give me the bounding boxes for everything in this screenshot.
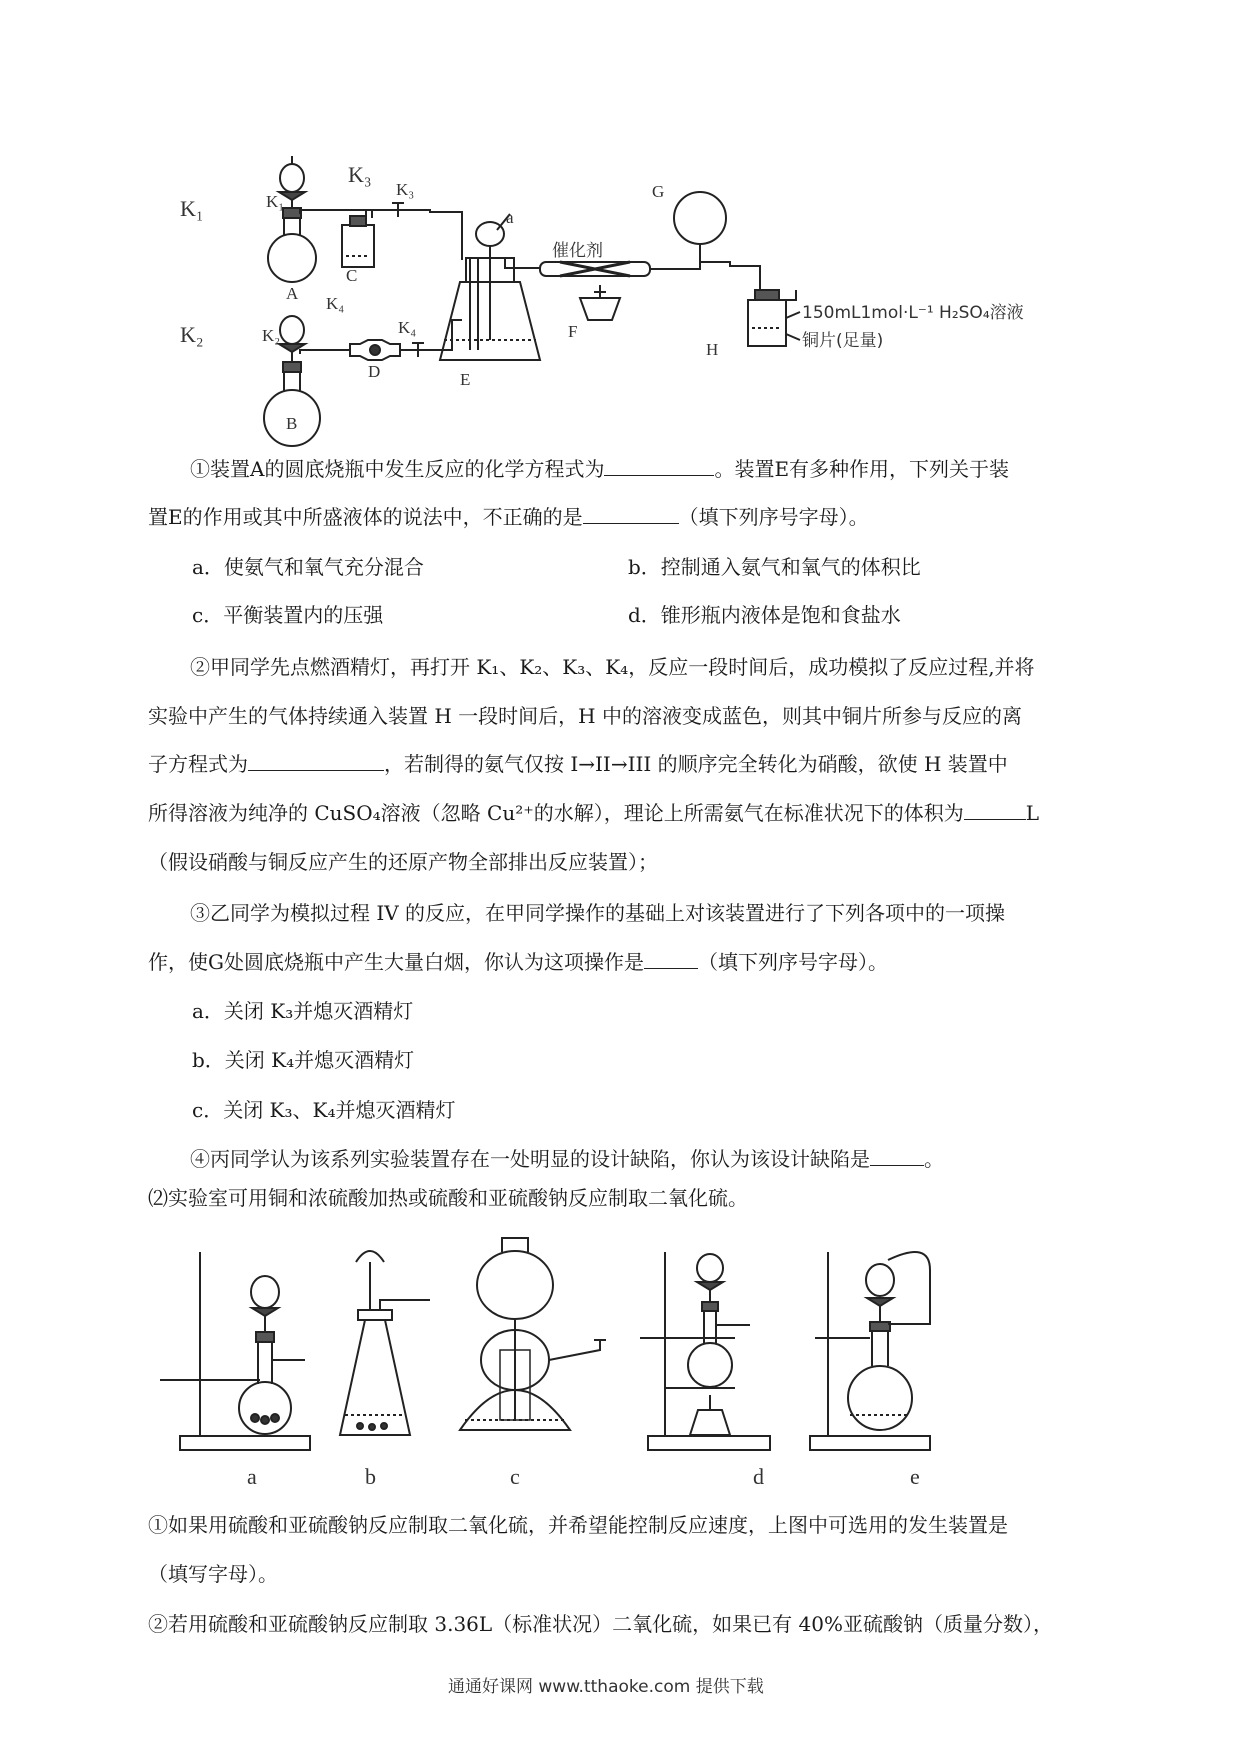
q2-line4-pre: 所得溶液为纯净的 CuSO₄溶液（忽略 Cu²⁺的水解），理论上所需氨气在标准状况下的体积为 — [148, 801, 964, 825]
label-g-flask: G — [652, 182, 665, 201]
label-f-lamp: F — [568, 322, 578, 341]
q2-line-2: 实验中产生的气体持续通入装置 H 一段时间后，H 中的溶液变成蓝色，则其中铜片所参与反应的离 — [148, 704, 1022, 728]
label-d-tube: D — [368, 362, 381, 381]
fig2-label-b: b — [365, 1464, 376, 1489]
label-catalyst: 催化剂 — [552, 241, 603, 261]
label-copper-sheet: 铜片(足量) — [802, 331, 884, 351]
q2-line-4 — [148, 799, 1039, 827]
label-k2: K₂ — [180, 322, 204, 347]
apparatus-diagram-2 — [0, 1230, 1240, 1490]
answer-blank-volume[interactable] — [964, 799, 1026, 820]
fig2-label-c: c — [510, 1464, 520, 1489]
label-k4-small: K₄ — [398, 318, 417, 337]
label-k2-small: K₂ — [262, 326, 281, 345]
q3-line-2 — [148, 948, 888, 976]
label-c-bottle: C — [346, 266, 358, 285]
label-b-flask: B — [286, 414, 298, 433]
label-k1: K₁ — [180, 196, 204, 221]
q1-line1-post: 。装置E有多种作用，下列关于装 — [714, 457, 1010, 481]
q2-line4-post: L — [1025, 801, 1040, 825]
q4-line-pre: ④丙同学认为该系列实验装置存在一处明显的设计缺陷，你认为该设计缺陷是 — [190, 1147, 870, 1171]
q4-line-post: 。 — [924, 1147, 944, 1171]
q3-line-1: ③乙同学为模拟过程 IV 的反应，在甲同学操作的基础上对该装置进行了下列各项中的一项操 — [190, 901, 1006, 925]
page-footer: 通通好课网 www.tthaoke.com 提供下载 — [448, 1677, 764, 1697]
label-h-bottle: H — [706, 340, 719, 359]
q3-option-a: a．关闭 K₃并熄灭酒精灯 — [192, 999, 414, 1023]
part2-q1-line-2: （填写字母）。 — [148, 1562, 278, 1586]
q2-line3-post: ，若制得的氨气仅按 I→II→III 的顺序完全转化为硝酸，欲使 H 装置中 — [384, 752, 1008, 776]
label-h2so4-solution: 150mL1mol·L⁻¹ H₂SO₄溶液 — [802, 303, 1024, 323]
q2-line-5: （假设硝酸与铜反应产生的还原产物全部排出反应装置）； — [148, 850, 658, 874]
answer-blank-equation[interactable] — [604, 455, 714, 476]
q2-line3-pre: 子方程式为 — [148, 752, 248, 776]
q1-option-d: d．锥形瓶内液体是饱和食盐水 — [628, 603, 901, 627]
q1-option-b: b．控制通入氨气和氧气的体积比 — [628, 555, 921, 579]
label-k1-small: K₁ — [266, 192, 285, 211]
q1-line-1 — [190, 455, 1009, 483]
label-a-flask: A — [286, 284, 299, 303]
label-k4: K₄ — [326, 294, 345, 313]
q3-option-b: b．关闭 K₄并熄灭酒精灯 — [192, 1048, 415, 1072]
answer-blank-ionic-equation[interactable] — [248, 750, 384, 771]
q1-line-2 — [148, 503, 869, 531]
part2-q2-line-1: ②若用硫酸和亚硫酸钠反应制取 3.36L（标准状况）二氧化硫，如果已有 40%亚硫酸钠（质量分数）， — [148, 1612, 1053, 1636]
label-a-funnel: a — [506, 208, 514, 227]
label-e-flask: E — [460, 370, 471, 389]
fig2-label-e: e — [910, 1464, 920, 1489]
answer-blank-operation[interactable] — [644, 948, 698, 969]
q1-line2-pre: 置E的作用或其中所盛液体的说法中，不正确的是 — [148, 505, 583, 529]
q1-line2-post: （填下列序号字母）。 — [678, 505, 869, 529]
q1-option-a: a．使氨气和氧气充分混合 — [192, 555, 424, 579]
q1-option-c: c．平衡装置内的压强 — [192, 603, 384, 627]
q1-line1-pre: ①装置A的圆底烧瓶中发生反应的化学方程式为 — [190, 457, 605, 481]
q3-option-c: c．关闭 K₃、K₄并熄灭酒精灯 — [192, 1098, 456, 1122]
q4-line — [190, 1145, 944, 1173]
q2-line-1: ②甲同学先点燃酒精灯，再打开 K₁、K₂、K₃、K₄，反应一段时间后，成功模拟了反应过程,并将 — [190, 655, 1035, 679]
part2-intro: ⑵实验室可用铜和浓硫酸加热或硫酸和亚硫酸钠反应制取二氧化硫。 — [148, 1186, 748, 1210]
apparatus-diagram-1 — [0, 0, 1240, 450]
fig2-label-a: a — [247, 1464, 257, 1489]
label-k3-small: K₃ — [396, 180, 415, 199]
q2-line-3 — [148, 750, 1008, 778]
answer-blank-choice-1[interactable] — [583, 503, 679, 524]
q3-line2-post: （填下列序号字母）。 — [697, 950, 888, 974]
part2-q1-line-1: ①如果用硫酸和亚硫酸钠反应制取二氧化硫，并希望能控制反应速度，上图中可选用的发生装置是 — [148, 1513, 1008, 1537]
label-k3: K₃ — [348, 162, 372, 187]
fig2-label-d: d — [753, 1464, 764, 1489]
q3-line2-pre: 作，使G处圆底烧瓶中产生大量白烟，你认为这项操作是 — [148, 950, 644, 974]
answer-blank-defect[interactable] — [870, 1145, 924, 1166]
